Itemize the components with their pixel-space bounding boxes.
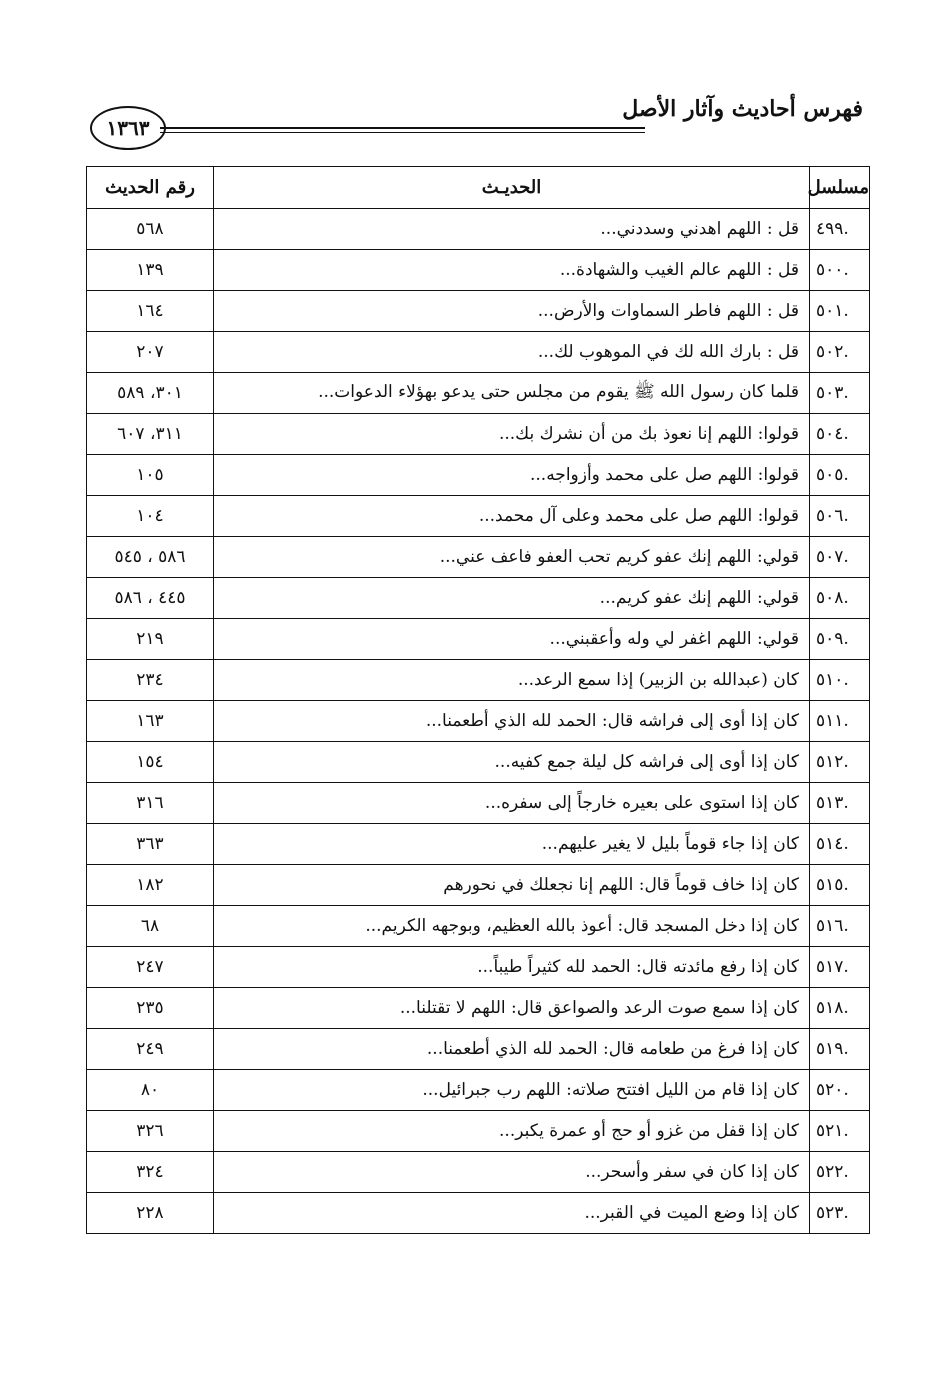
serial-cell: ٥١٠. (810, 660, 870, 701)
serial-cell: ٥٠٢. (810, 332, 870, 373)
hadith-ref-cell: ١٦٤ (87, 291, 214, 332)
hadith-text-cell: قولي: اللهم اغفر لي وله وأعقبني... (214, 619, 810, 660)
table-row (87, 906, 870, 947)
column-header-ref: رقم الحديث (87, 167, 214, 209)
table-row (87, 1029, 870, 1070)
hadith-ref-cell: ٢٤٩ (87, 1029, 214, 1070)
hadith-text-cell: كان إذا رفع مائدته قال: الحمد لله كثيراً طيباً... (214, 947, 810, 988)
serial-cell: ٥١٨. (810, 988, 870, 1029)
serial-cell: ٥١٣. (810, 783, 870, 824)
hadith-ref-cell: ٦٨ (87, 906, 214, 947)
hadith-text-cell: كان إذا كان في سفر وأسحر... (214, 1152, 810, 1193)
hadith-text-cell: قل : اللهم عالم الغيب والشهادة... (214, 250, 810, 291)
column-header-serial: مسلسل (810, 167, 870, 209)
table-row (87, 1070, 870, 1111)
table-row (87, 496, 870, 537)
serial-cell: ٥١٩. (810, 1029, 870, 1070)
page-header (0, 0, 935, 160)
table-row (87, 988, 870, 1029)
hadith-text-cell: قولي: اللهم إنك عفو كريم... (214, 578, 810, 619)
serial-cell: ٥٠٥. (810, 455, 870, 496)
table-row (87, 865, 870, 906)
table-row (87, 414, 870, 455)
table-row (87, 783, 870, 824)
serial-cell: ٥٢٠. (810, 1070, 870, 1111)
table-row (87, 291, 870, 332)
table-row (87, 373, 870, 414)
table-row (87, 250, 870, 291)
hadith-text-cell: كان إذا فرغ من طعامه قال: الحمد لله الذي أطعمنا... (214, 1029, 810, 1070)
hadith-ref-cell: ٣٦٣ (87, 824, 214, 865)
hadith-ref-cell: ١٠٤ (87, 496, 214, 537)
hadith-ref-cell: ٢٠٧ (87, 332, 214, 373)
page-number: ١٣٦٣ (90, 106, 166, 150)
serial-cell: ٥٠٤. (810, 414, 870, 455)
serial-cell: ٥٠١. (810, 291, 870, 332)
hadith-ref-cell: ٣٢٦ (87, 1111, 214, 1152)
table-body (87, 209, 870, 1234)
header-rule (160, 127, 645, 129)
table-row (87, 1152, 870, 1193)
serial-cell: ٥٠٦. (810, 496, 870, 537)
table-row (87, 209, 870, 250)
table-row (87, 947, 870, 988)
table-row (87, 1111, 870, 1152)
serial-cell: ٥١٧. (810, 947, 870, 988)
hadith-ref-cell: ٢٢٨ (87, 1193, 214, 1234)
hadith-ref-cell: ٢٤٧ (87, 947, 214, 988)
table-row (87, 455, 870, 496)
serial-cell: ٥٠٩. (810, 619, 870, 660)
serial-cell: ٥١٤. (810, 824, 870, 865)
hadith-text-cell: كان (عبدالله بن الزبير) إذا سمع الرعد... (214, 660, 810, 701)
hadith-text-cell: كان إذا وضع الميت في القبر... (214, 1193, 810, 1234)
hadith-ref-cell: ١٠٥ (87, 455, 214, 496)
serial-cell: ٥٢٣. (810, 1193, 870, 1234)
table-row (87, 537, 870, 578)
hadith-text-cell: كان إذا استوى على بعيره خارجاً إلى سفره... (214, 783, 810, 824)
hadith-ref-cell: ٢٣٤ (87, 660, 214, 701)
hadith-text-cell: قل : اللهم اهدني وسددني... (214, 209, 810, 250)
hadith-text-cell: قولوا: اللهم صل على محمد وأزواجه... (214, 455, 810, 496)
serial-cell: ٥٢٢. (810, 1152, 870, 1193)
hadith-text-cell: كان إذا قفل من غزو أو حج أو عمرة يكبر... (214, 1111, 810, 1152)
serial-cell: ٥٢١. (810, 1111, 870, 1152)
serial-cell: ٥٠٨. (810, 578, 870, 619)
hadith-text-cell: قولوا: اللهم صل على محمد وعلى آل محمد... (214, 496, 810, 537)
hadith-ref-cell: ١٥٤ (87, 742, 214, 783)
hadith-ref-cell: ١٣٩ (87, 250, 214, 291)
hadith-ref-cell: ٣٢٤ (87, 1152, 214, 1193)
table-row (87, 701, 870, 742)
hadith-text-cell: كان إذا خاف قوماً قال: اللهم إنا نجعلك في نحورهم (214, 865, 810, 906)
serial-cell: ٥٠٧. (810, 537, 870, 578)
serial-cell: ٤٩٩. (810, 209, 870, 250)
hadith-text-cell: كان إذا دخل المسجد قال: أعوذ بالله العظيم، وبوجهه الكريم... (214, 906, 810, 947)
hadith-index-table (86, 166, 870, 1234)
hadith-text-cell: قل : اللهم فاطر السماوات والأرض... (214, 291, 810, 332)
table-row (87, 619, 870, 660)
hadith-text-cell: قلما كان رسول الله ﷺ يقوم من مجلس حتى يدعو بهؤلاء الدعوات... (214, 373, 810, 414)
table-row (87, 578, 870, 619)
table-row (87, 660, 870, 701)
hadith-ref-cell: ٥٦٨ (87, 209, 214, 250)
hadith-text-cell: كان إذا سمع صوت الرعد والصواعق قال: اللهم لا تقتلنا... (214, 988, 810, 1029)
hadith-text-cell: قل : بارك الله لك في الموهوب لك... (214, 332, 810, 373)
serial-cell: ٥١١. (810, 701, 870, 742)
hadith-text-cell: قولي: اللهم إنك عفو كريم تحب العفو فاعف عني... (214, 537, 810, 578)
hadith-ref-cell: ٣١٦ (87, 783, 214, 824)
table-row (87, 332, 870, 373)
hadith-text-cell: قولوا: اللهم إنا نعوذ بك من أن نشرك بك... (214, 414, 810, 455)
serial-cell: ٥١٢. (810, 742, 870, 783)
page-title: فهرس أحاديث وآثار الأصل (622, 96, 863, 122)
hadith-ref-cell: ١٨٢ (87, 865, 214, 906)
table-row (87, 1193, 870, 1234)
column-header-hadith: الحديـث (214, 167, 810, 209)
serial-cell: ٥١٦. (810, 906, 870, 947)
serial-cell: ٥٠٣. (810, 373, 870, 414)
hadith-ref-cell: ٣١١، ٦٠٧ (87, 414, 214, 455)
table-header-row (87, 167, 870, 209)
hadith-text-cell: كان إذا قام من الليل افتتح صلاته: اللهم رب جبرائيل... (214, 1070, 810, 1111)
serial-cell: ٥٠٠. (810, 250, 870, 291)
hadith-ref-cell: ٢٣٥ (87, 988, 214, 1029)
table-row (87, 742, 870, 783)
hadith-ref-cell: ٤٤٥ ، ٥٨٦ (87, 578, 214, 619)
hadith-text-cell: كان إذا جاء قوماً بليل لا يغير عليهم... (214, 824, 810, 865)
hadith-ref-cell: ١٦٣ (87, 701, 214, 742)
serial-cell: ٥١٥. (810, 865, 870, 906)
hadith-ref-cell: ٣٠١، ٥٨٩ (87, 373, 214, 414)
hadith-text-cell: كان إذا أوى إلى فراشه قال: الحمد لله الذي أطعمنا... (214, 701, 810, 742)
hadith-ref-cell: ٨٠ (87, 1070, 214, 1111)
hadith-text-cell: كان إذا أوى إلى فراشه كل ليلة جمع كفيه... (214, 742, 810, 783)
hadith-ref-cell: ٥٨٦ ، ٥٤٥ (87, 537, 214, 578)
table-row (87, 824, 870, 865)
hadith-ref-cell: ٢١٩ (87, 619, 214, 660)
header-rule-thin (160, 132, 645, 133)
